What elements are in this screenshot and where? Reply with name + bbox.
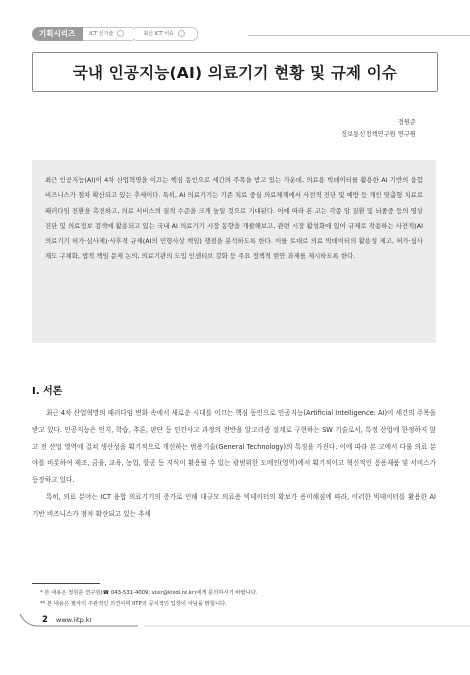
body-text <box>32 405 436 523</box>
page-number: 2 <box>42 615 48 625</box>
abstract-text: 최근 인공지능(AI)이 4차 산업혁명을 이끄는 핵심 동인으로 세간의 주목을 받고 있는 가운데, 의료용 빅데이터를 활용한 AI 기반의 융합 비즈니스가 점차 확산되고 있는 추세이다. 특히, AI 의료기기는 기존 치료 중심 의료체계에서 사전적 진단 및 예방 등 개인 맞춤형 치료로 패러다임 전환을 촉진하고, 의료 서비스의 질적 수준을 크게 높일 것으로 기대된다. 이에 따라 본 고는 각종 암 질환 및 뇌졸중 등의 영상진단 및 의료정보 검색에 활용되고 있는 국내 AI 의료기기 시장 동향을 개괄해보고, 관련 시장 활성화에 있어 규제로 작용하는 사전적(AI 의료기기 허가·심사제)·사후적 규제(AI의 민형사상 책임) 쟁점을 분석하도록 한다. 이를 토대로 의료 빅데이터의 활용성 제고, 허가·심사제도 구체화, 법적 책임 문제 논의, 의료기관의 도입 인센티브 강화 등 주요 정책적 현안 과제를 제시하도록 한다. <box>45 176 423 261</box>
site-url: www.iitp.kr <box>56 616 93 624</box>
tab-dot-icon <box>117 30 124 37</box>
category-tab-ict-issue-label: 최신 ICT 이슈 <box>143 31 174 37</box>
footnotes <box>40 588 436 609</box>
body-paragraph: 특히, 의료 분야는 ICT 융합 의료기기의 증가로 인해 대규모 의료용 빅데이터의 확보가 용이해짐에 따라, 이러한 빅데이터를 활용한 AI 기반 비즈니스가 점차 확산되고 있는 추세 <box>32 492 436 518</box>
author-name: 정원준 <box>397 119 416 126</box>
author-affiliation: 정보통신정책연구원 연구원 <box>341 131 416 138</box>
footnote-contact: * 본 내용은 정원준 연구원(☎ 043-531-4009, visir@kisdi.re.kr)에게 문의하시기 바랍니다. <box>40 590 258 596</box>
author-block <box>341 117 416 141</box>
header-rule <box>248 35 470 36</box>
page-title: 국내 인공지능(AI) 의료기기 현황 및 규제 이슈 <box>72 64 398 82</box>
section-heading: Ⅰ. 서론 <box>32 386 63 397</box>
abstract-box <box>32 160 436 343</box>
title-box <box>32 52 438 92</box>
body-paragraph: 최근 4차 산업혁명의 패러다임 변화 속에서 새로운 시대를 이끄는 핵심 동인으로 인공지능(Artificial Intelligence: AI)이 세간의 주목을 받고 있다. 인공지능은 인지, 학습, 추론, 판단 등 인간사고 과정의 전반을 알고리즘 설계로 구현하는 SW 기술로서, 특정 산업에 한정하지 않고 전 산업 영역에 걸쳐 생산성을 획기적으로 개선하는 범용기술(General Technology)의 특징을 가진다. 이에 따라 본 고에서 다룰 의료 분야를 비롯하여 제조, 금융, 교육, 농업, 항공 등 지식이 활용될 수 있는 광범위한 도메인(영역)에서 획기적이고 혁신적인 응용제품 및 서비스가 등장하고 있다. <box>32 409 436 485</box>
category-tab-ict-issue <box>135 27 198 41</box>
category-tab-ict-tech-label: ICT 신기술 <box>89 31 114 37</box>
tab-dot-icon <box>178 30 185 37</box>
series-tabs <box>32 27 198 41</box>
series-tab-label: 기획시리즈 <box>32 27 83 41</box>
footnote-rule <box>32 583 100 584</box>
footnote-disclaimer: ** 본 내용은 필자의 주관적인 의견이며 IITP의 공식적인 입장이 아님을 밝힙니다. <box>40 600 227 607</box>
category-tab-ict-tech <box>81 27 137 41</box>
page-footer <box>18 612 470 636</box>
